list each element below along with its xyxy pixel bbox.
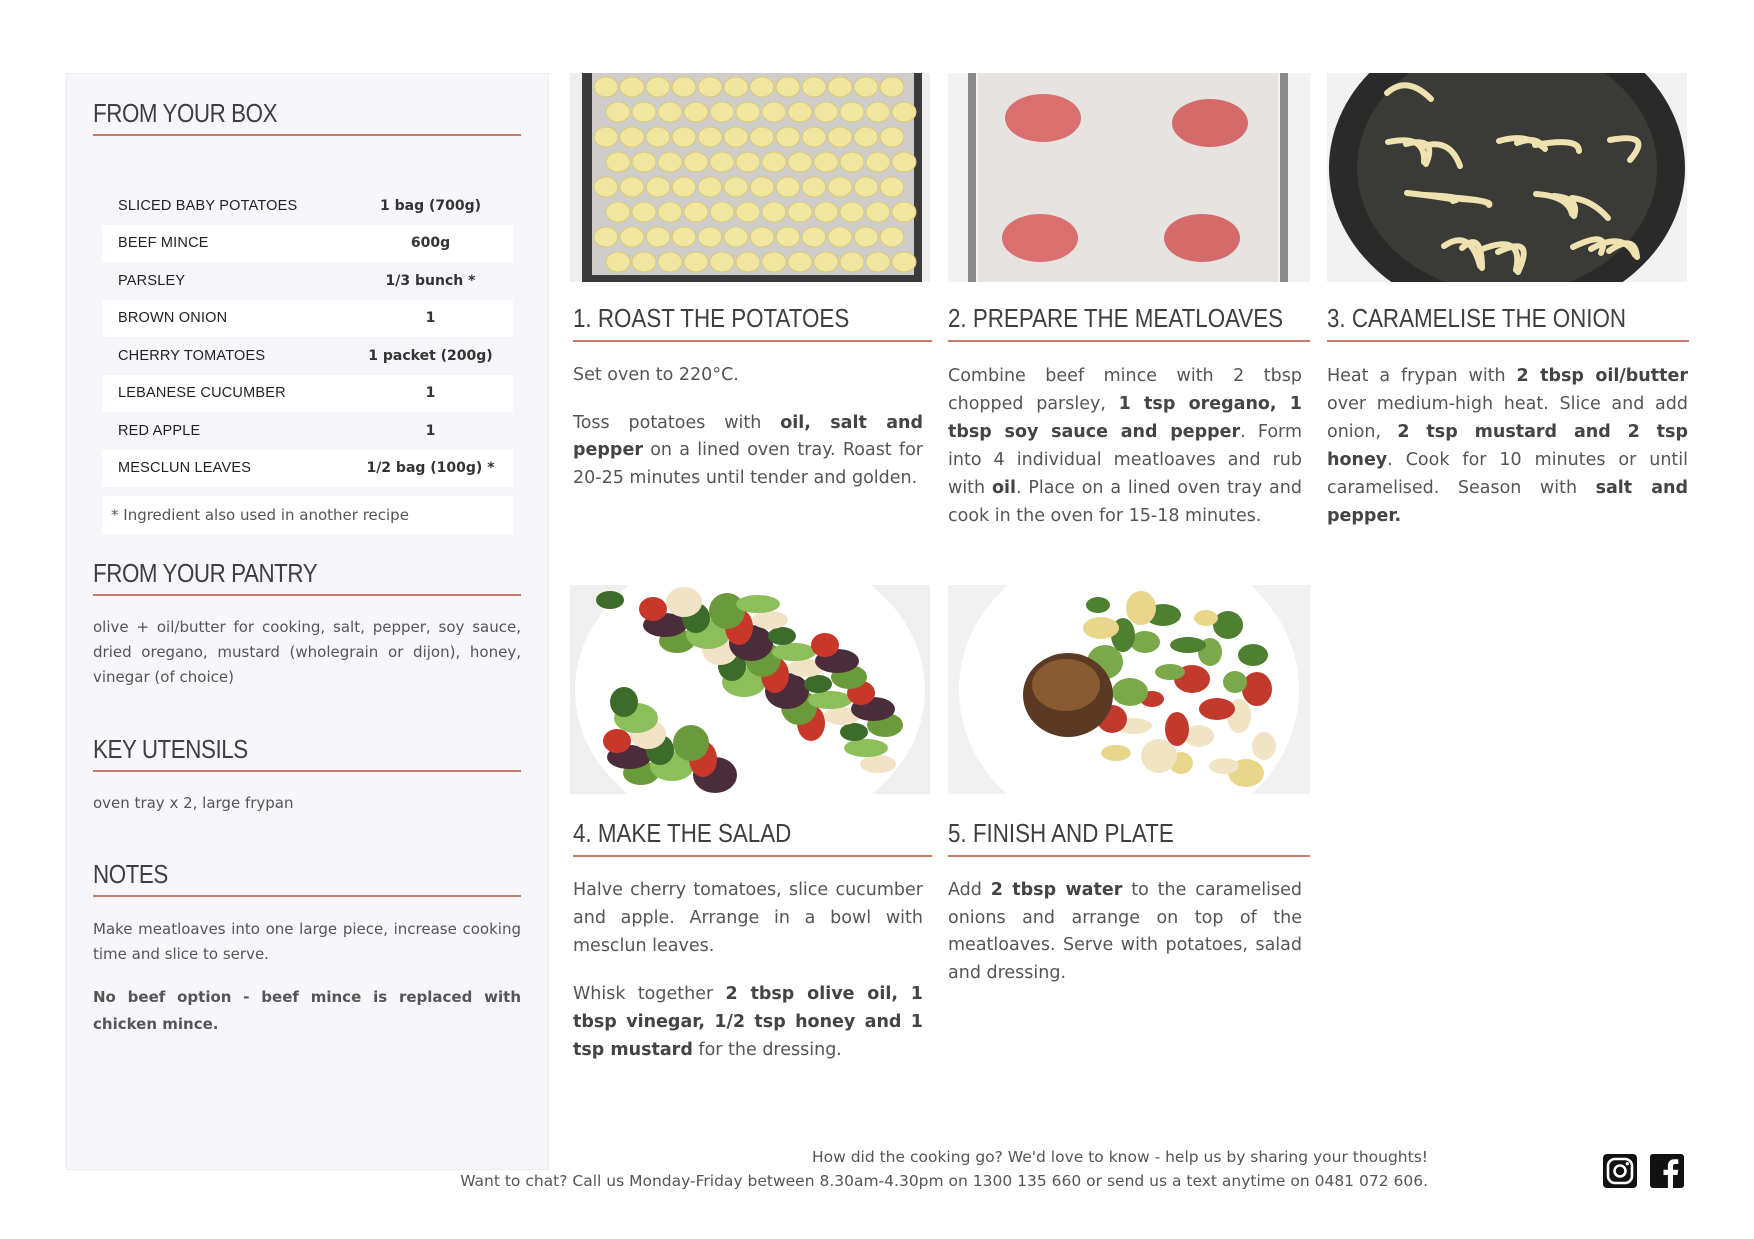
ingredient-quantity: 1 — [425, 310, 436, 327]
instruction-text: to the caramelised onions and arrange on top of the meatloaves. Serve with potatoes, salad and dressing. — [948, 880, 1302, 983]
step-1-para-1: Set oven to 220°C. — [573, 365, 739, 385]
bold-ingredient-text: 2 tbsp oil/butter — [1516, 366, 1688, 386]
ingredient-row — [102, 337, 513, 375]
potatoes-photo — [570, 73, 930, 282]
ingredient-name: BEEF MINCE — [118, 235, 209, 252]
step-5-title: 5. FINISH AND PLATE — [948, 818, 1174, 848]
meatloaves-photo — [948, 73, 1310, 282]
key-utensils-title: KEY UTENSILS — [93, 734, 248, 764]
step-divider — [948, 340, 1310, 342]
ingredient-row — [102, 225, 513, 263]
instruction-text: Combine beef mince with 2 tbsp chopped parsley, — [948, 366, 1302, 414]
bold-ingredient-text: oil, salt and pepper — [573, 412, 923, 460]
bold-ingredient-text: 2 tsp mustard and 2 tsp honey — [1327, 422, 1688, 470]
instruction-text: on a lined oven tray. Roast for 20-25 minutes until tender and golden. — [573, 440, 923, 488]
step-divider — [948, 855, 1310, 857]
ingredient-row — [102, 300, 513, 338]
step-2-text — [948, 362, 1302, 550]
salad-photo — [570, 585, 930, 794]
ingredient-quantity: 600g — [410, 235, 451, 252]
ingredient-name: RED APPLE — [118, 422, 201, 439]
from-your-pantry-title: FROM YOUR PANTRY — [93, 558, 318, 588]
notes-text: Make meatloaves into one large piece, increase cooking time and slice to serve. — [93, 920, 521, 963]
instruction-text: . Cook for 10 minutes or until caramelised. Season with — [1327, 450, 1688, 498]
notes-no-beef-option: No beef option - beef mince is replaced with chicken mince. — [93, 988, 521, 1033]
section-divider — [93, 594, 521, 596]
step-5-para-1 — [948, 877, 1302, 987]
onion-photo — [1327, 73, 1687, 282]
instruction-text: . Place on a lined oven tray and cook in the oven for 15-18 minutes. — [948, 478, 1302, 526]
step-1-title: 1. ROAST THE POTATOES — [573, 303, 850, 333]
ingredient-name: MESCLUN LEAVES — [118, 460, 252, 477]
ingredient-name: BROWN ONION — [118, 310, 228, 327]
step-2-title: 2. PREPARE THE MEATLOAVES — [948, 303, 1284, 333]
step-3-para-1 — [1327, 362, 1688, 530]
from-your-box-title: FROM YOUR BOX — [93, 98, 278, 128]
ingredient-quantity: 1 packet (200g) — [368, 347, 493, 364]
pantry-text: olive + oil/butter for cooking, salt, pepper, soy sauce, dried oregano, mustard (wholegrain or dijon), honey, vinegar (of choice) — [93, 618, 521, 686]
step-divider — [573, 855, 932, 857]
facebook-icon[interactable] — [1649, 1153, 1685, 1189]
ingredient-name: PARSLEY — [118, 272, 186, 289]
step-3-text — [1327, 362, 1688, 550]
ingredient-row — [102, 412, 513, 450]
step-5-text — [948, 877, 1302, 1007]
section-divider — [93, 770, 521, 772]
section-divider — [93, 134, 521, 136]
step-4-title: 4. MAKE THE SALAD — [573, 818, 792, 848]
section-divider — [93, 895, 521, 897]
step-2-para-1 — [948, 362, 1302, 530]
footer-feedback-text: How did the cooking go? We'd love to know - help us by sharing your thoughts! — [811, 1148, 1428, 1166]
step-4-para-1: Halve cherry tomatoes, slice cucumber and apple. Arrange in a bowl with mesclun leaves. — [573, 880, 923, 956]
ingredient-name: CHERRY TOMATOES — [118, 347, 266, 364]
ingredient-name: LEBANESE CUCUMBER — [118, 385, 286, 402]
notes-title: NOTES — [93, 859, 168, 889]
bold-ingredient-text: salt and pepper. — [1327, 478, 1688, 526]
step-1-para-2 — [573, 410, 923, 493]
utensils-text: oven tray x 2, large frypan — [93, 794, 294, 812]
ingredient-quantity: 1/3 bunch * — [385, 272, 476, 289]
ingredient-row — [102, 262, 513, 300]
step-4-text — [573, 876, 923, 1084]
ingredient-row — [102, 375, 513, 413]
ingredient-quantity: 1 — [425, 385, 436, 402]
instagram-icon[interactable] — [1602, 1153, 1638, 1189]
ingredient-footnote: * Ingredient also used in another recipe — [102, 496, 513, 534]
plated-meal-photo — [948, 585, 1310, 794]
step-divider — [573, 340, 932, 342]
instruction-text: Whisk together — [573, 984, 726, 1004]
instruction-text: for the dressing. — [692, 1040, 842, 1060]
bold-ingredient-text: 2 tbsp olive oil, 1 tbsp vinegar, 1/2 tsp honey and 1 tsp mustard — [573, 984, 923, 1060]
bold-ingredient-text: 1 tsp oregano, 1 tbsp soy sauce and pepper — [948, 394, 1302, 442]
instruction-text: Toss potatoes with — [573, 412, 781, 433]
instruction-text: Heat a frypan with — [1327, 366, 1517, 386]
instruction-text: over medium-high heat. Slice and add onion, — [1327, 394, 1688, 442]
step-divider — [1327, 340, 1689, 342]
instruction-text: Add — [948, 880, 991, 900]
ingredient-row — [102, 187, 513, 225]
ingredient-row — [102, 450, 513, 488]
ingredients-table — [102, 187, 513, 487]
ingredient-quantity: 1/2 bag (100g) * — [366, 460, 495, 477]
step-3-title: 3. CARAMELISE THE ONION — [1327, 303, 1627, 333]
ingredient-quantity: 1 — [425, 422, 436, 439]
ingredient-name: SLICED BABY POTATOES — [118, 197, 298, 214]
footer-contact-text: Want to chat? Call us Monday-Friday between 8.30am-4.30pm on 1300 135 660 or send us a text anytime on 0481 072 606. — [460, 1172, 1428, 1190]
step-1-text — [573, 362, 923, 512]
ingredient-quantity: 1 bag (700g) — [379, 197, 482, 214]
instruction-text: . Form into 4 individual meatloaves and rub with — [948, 422, 1302, 498]
step-4-para-2 — [573, 980, 923, 1064]
sidebar-panel — [66, 73, 549, 1170]
bold-ingredient-text: oil — [991, 478, 1016, 498]
bold-ingredient-text: 2 tbsp water — [990, 880, 1123, 900]
